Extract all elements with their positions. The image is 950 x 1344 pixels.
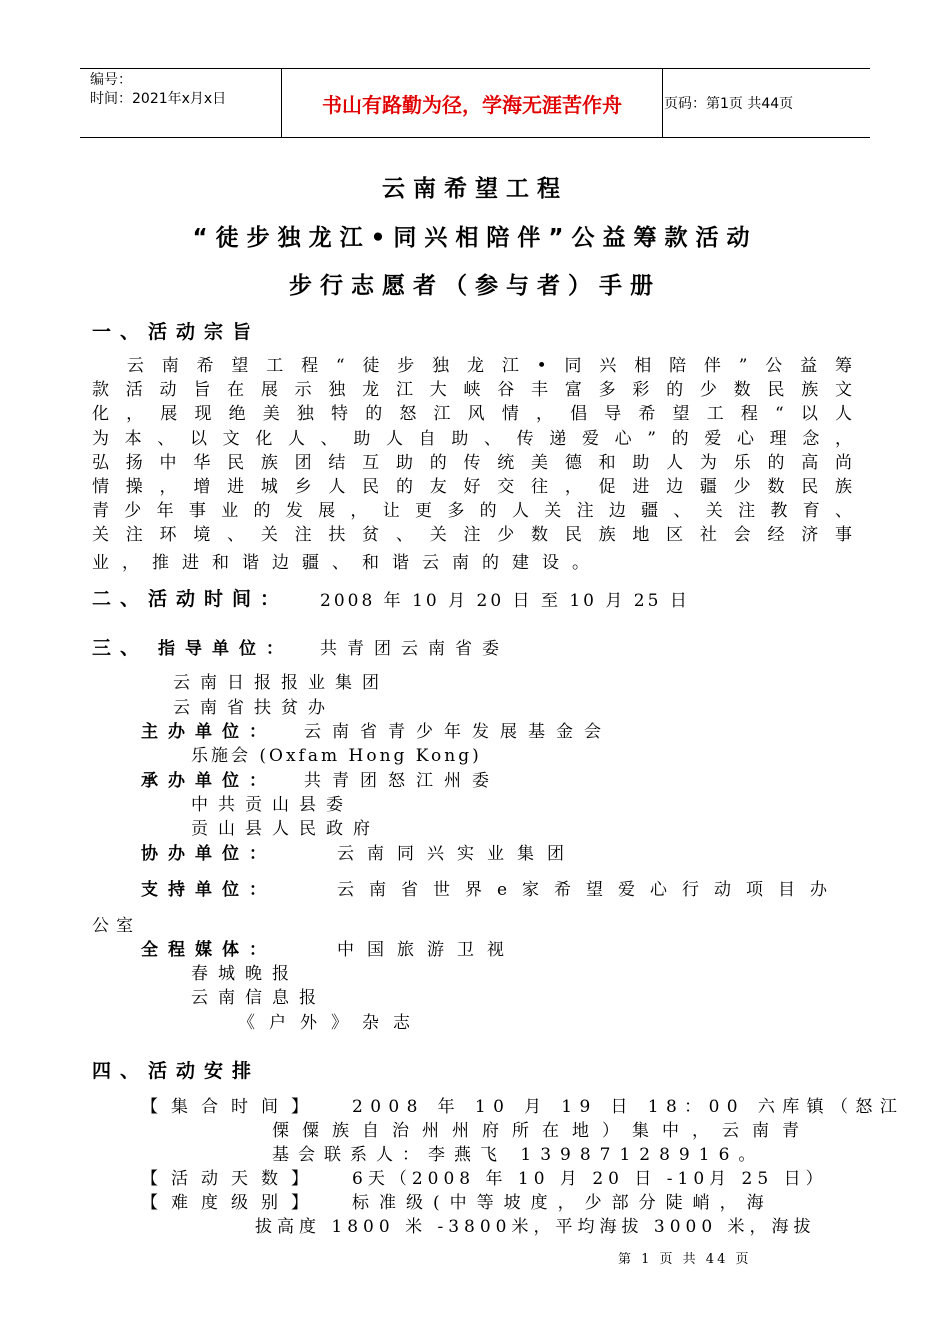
- guide-label: 指导单位：: [158, 639, 293, 659]
- gather-time-label: 【集合时间】: [141, 1097, 321, 1117]
- body-line: 款活动旨在展示独龙江大峡谷丰富多彩的少数民族文: [92, 380, 852, 401]
- activity-days-label: 【活动天数】: [141, 1169, 321, 1189]
- title-line-2: “徒步独龙江•同兴相陪伴”公益筹款活动: [192, 225, 758, 251]
- difficulty-line-1: 标准级(中等坡度，少部分陡峭，海: [352, 1193, 774, 1213]
- media-label: 全程媒体：: [141, 940, 276, 960]
- media-unit-1: 中国旅游卫视: [337, 940, 517, 960]
- guide-unit-1: 共青团云南省委: [320, 639, 509, 659]
- body-line: 青少年事业的发展，让更多的人关注边疆、关注教育、: [92, 501, 852, 522]
- organizer-unit-3: 贡山县人民政府: [191, 819, 380, 839]
- organizer-unit-2: 中共贡山县委: [191, 795, 353, 815]
- activity-days-line-1: 6天（2008 年 10 月 20 日 -10月 25 日）: [352, 1169, 828, 1189]
- support-unit-1: 云南省世界e家希望爱心行动项目办: [337, 880, 843, 900]
- support-unit-1-cont: 公室: [92, 916, 140, 936]
- media-unit-3: 云南信息报: [191, 988, 326, 1008]
- co-organizer-unit-1: 云南同兴实业集团: [337, 844, 577, 864]
- body-line: 关注环境、关注扶贫、关注少数民族地区社会经济事: [92, 525, 852, 546]
- difficulty-label: 【难度级别】: [141, 1193, 321, 1213]
- body-line: 为本、以文化人、助人自助、传递爱心”的爱心理念，: [92, 428, 852, 449]
- organizer-unit-1: 共青团怒江州委: [304, 771, 500, 791]
- activity-dates: 2008 年 10 月 20 日 至 10 月 25 日: [320, 591, 690, 611]
- header-number: 编号：: [90, 72, 132, 88]
- section-4-heading: 四、活动安排: [92, 1060, 261, 1082]
- header-meta-cell: [80, 69, 282, 137]
- host-unit-2: 乐施会 (Oxfam Hong Kong): [191, 746, 482, 766]
- co-organizer-label: 协办单位：: [141, 844, 276, 864]
- header-motto: 书山有路勤为径，学海无涯苦作舟: [282, 69, 663, 137]
- page-header: [80, 68, 870, 138]
- body-line: 云南希望工程“徒步独龙江•同兴相陪伴”公益筹: [92, 356, 852, 376]
- gather-time-line-1: 2008 年 10 月 19 日 18：00 六库镇（怒江: [352, 1097, 905, 1117]
- section-3-heading: 三、: [92, 637, 149, 659]
- guide-unit-2: 云南日报报业集团: [173, 673, 389, 693]
- guide-unit-3: 云南省扶贫办: [173, 698, 335, 718]
- difficulty-line-2: 拔高度 1800 米 -3800米，平均海拔 3000 米，海拔: [255, 1217, 816, 1237]
- section-1-body: [92, 354, 852, 548]
- section-1-last-line: 业，推进和谐边疆、和谐云南的建设。: [92, 553, 602, 573]
- gather-time-line-2: 傈僳族自治州州府所在地）集中，云南青: [272, 1121, 812, 1141]
- gather-time-line-3: 基会联系人：李燕飞 13987128916。: [272, 1145, 765, 1165]
- header-page: 页码：第1页 共44页: [664, 96, 794, 112]
- media-unit-4: 《户外》杂志: [238, 1013, 424, 1033]
- page-footer: 第 1 页 共 44 页: [618, 1252, 752, 1267]
- host-label: 主办单位：: [141, 722, 276, 742]
- media-unit-2: 春城晚报: [191, 964, 299, 984]
- organizer-label: 承办单位：: [141, 771, 276, 791]
- body-line: 情操，增进城乡人民的友好交往，促进边疆少数民族: [92, 477, 852, 498]
- section-2-heading: 二、活动时间：: [92, 588, 289, 610]
- body-line: 弘扬中华民族团结互助的传统美德和助人为乐的高尚: [92, 452, 852, 473]
- host-unit-1: 云南省青少年发展基金会: [304, 722, 612, 742]
- title-line-3: 步行志愿者（参与者）手册: [289, 273, 661, 299]
- support-label: 支持单位：: [141, 880, 276, 900]
- section-1-heading: 一、活动宗旨: [92, 321, 261, 343]
- header-time: 时间：2021年x月x日: [90, 91, 227, 107]
- body-line: 化，展现绝美独特的怒江风情，倡导希望工程“以人: [92, 404, 852, 425]
- title-line-1: 云南希望工程: [382, 176, 568, 202]
